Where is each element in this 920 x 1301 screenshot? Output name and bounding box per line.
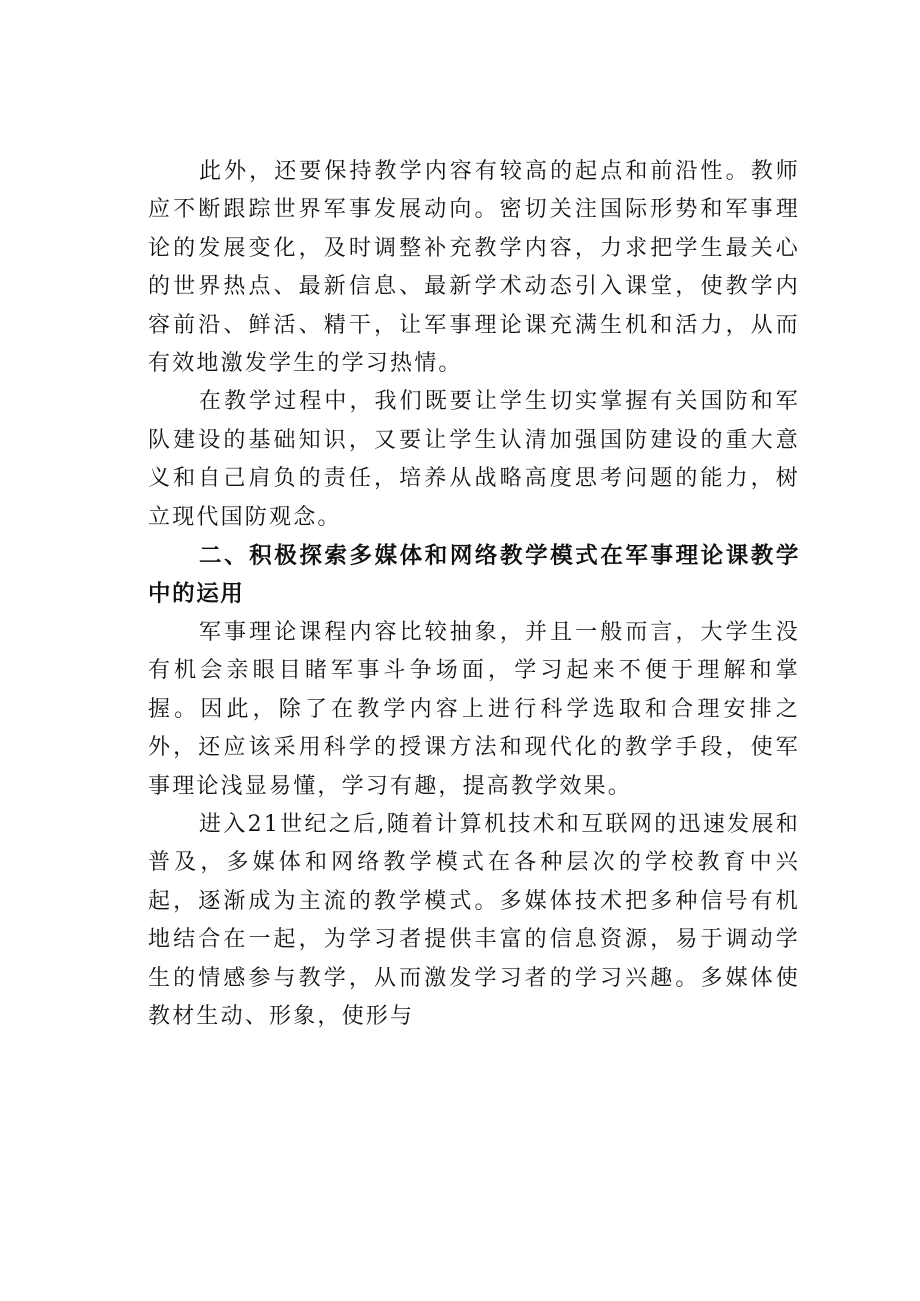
paragraph-teaching-process: 在教学过程中，我们既要让学生切实掌握有关国防和军队建设的基础知识，又要让学生认清加强国防建设的重大意义和自己肩负的责任，培养从战略高度思考问题的能力，树立现代国防观念。 bbox=[148, 389, 800, 530]
paragraph-abstract-content: 军事理论课程内容比较抽象，并且一般而言，大学生没有机会亲眼目睹军事斗争场面，学习起来不便于理解和掌握。因此，除了在教学内容上进行科学选取和合理安排之外，还应该采用科学的授课方法和现代化的教学手段，使军事理论浅显易懂，学习有趣，提高教学效果。 bbox=[148, 619, 800, 799]
paragraph-multimedia: 进入21世纪之后,随着计算机技术和互联网的迅速发展和普及，多媒体和网络教学模式在各种层次的学校教育中兴起，逐渐成为主流的教学模式。多媒体技术把多种信号有机地结合在一起，为学习者提供丰富的信息资源，易于调动学生的情感参与教学，从而激发学习者的学习兴趣。多媒体使教材生动、形象，使形与 bbox=[148, 811, 800, 1029]
section-heading: 二、积极探索多媒体和网络教学模式在军事理论课教学中的运用 bbox=[148, 543, 800, 608]
document-body bbox=[148, 153, 800, 1036]
paragraph-frontier-content: 此外，还要保持教学内容有较高的起点和前沿性。教师应不断跟踪世界军事发展动向。密切关注国际形势和军事理论的发展变化，及时调整补充教学内容，力求把学生最关心的世界热点、最新信息、最新学术动态引入课堂，使教学内容前沿、鲜活、精干，让军事理论课充满生机和活力，从而有效地激发学生的学习热情。 bbox=[148, 159, 800, 377]
